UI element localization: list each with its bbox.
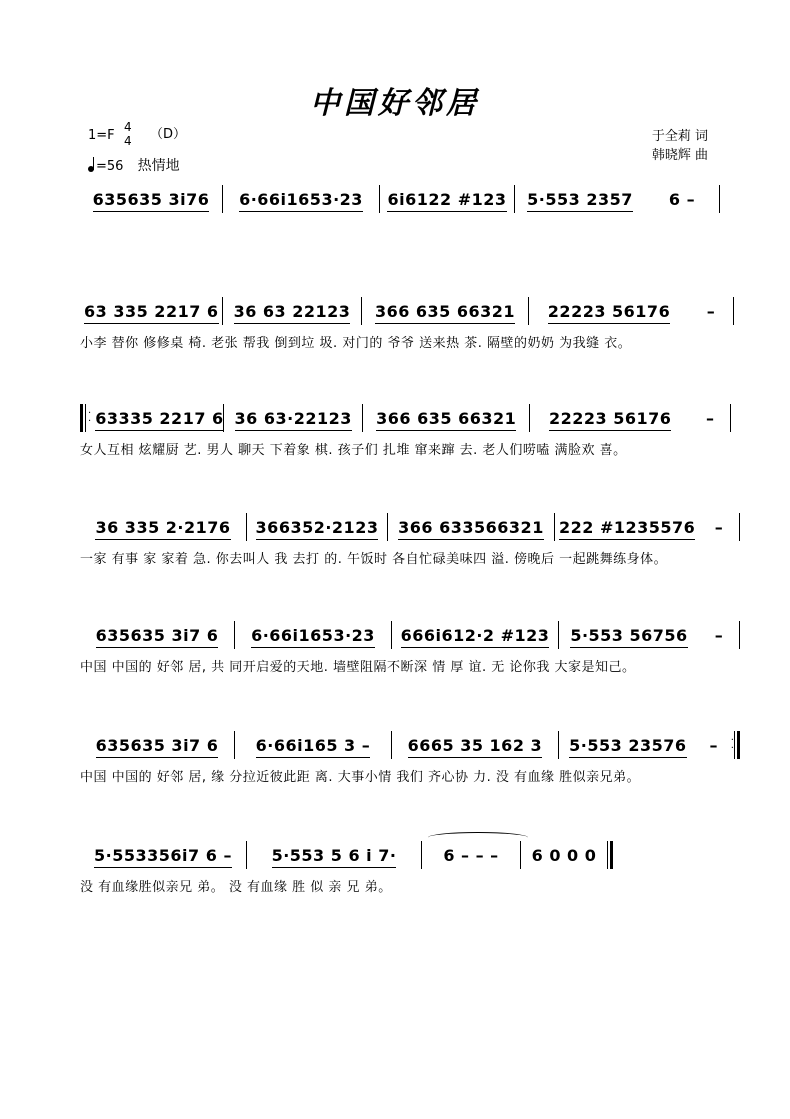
barline [719,185,720,213]
measure: 6 0 0 0 [531,845,597,865]
measure: 635635 3i76 [92,189,210,209]
measure: – [709,735,719,755]
key-signature: 1=F [88,128,115,143]
repeat-dots: · · [730,735,734,754]
measure: 366 633566321 [398,517,544,537]
measure: 22223 56176 [548,408,672,428]
lyrics-line: 女人互相 炫耀厨 艺. 男人 聊天 下着象 棋. 孩子们 扎堆 窜来蹿 去. 老人们唠嗑 满脸欢 喜。 [80,443,627,458]
measure: 222 #1235576 [559,517,696,537]
lyrics-line: 一家 有事 家 家着 急. 你去叫人 我 去打 的. 午饭时 各自忙碌美味四 溢. 傍晚后 一起跳舞练身体。 [80,552,668,567]
measure: 6·66i165 3 – [255,735,371,755]
repeat-dots: · · [88,408,92,427]
mode-label: （D） [150,127,187,142]
measure: 22223 56176 [547,301,671,321]
measure: 5·553 23576 [569,735,687,755]
repeat-thick-bar [80,404,83,432]
tempo-value: =56 [96,159,124,174]
measure: 366 635 66321 [376,408,517,428]
measure: 36 63·22123 [234,408,352,428]
measure: 6665 35 162 3 [407,735,543,755]
lyrics-line: 没 有血缘胜似亲兄 弟。 没 有血缘 胜 似 亲 兄 弟。 [80,880,392,895]
lyrics-line: 小李 替你 修修桌 椅. 老张 帮我 倒到垃 圾. 对门的 爷爷 送来热 茶. 隔壁的奶奶 为我缝 衣。 [80,336,632,351]
barline [733,297,734,325]
measure: 366 635 66321 [374,301,516,321]
lyricist: 于全莉 词 [651,129,708,144]
song-title: 中国好邻居 [310,86,480,121]
measure: 366352·2123 [255,517,379,537]
measure: 635635 3i7 6 [95,625,219,645]
composer: 韩晓辉 曲 [651,148,708,163]
final-barline [610,841,613,869]
measure: 6i6122 #123 [387,189,507,209]
measure: 63 335 2217 6 [84,301,219,321]
credits [652,127,708,165]
measure: 5·553356i7 6 – [94,845,232,865]
barline [730,404,731,432]
measure: 5·553 56756 [570,625,688,645]
measure: 635635 3i7 6 [95,735,219,755]
expression-marking: 热情地 [137,158,180,174]
barline [734,731,735,759]
measure: 6 – [668,189,696,209]
barline [607,841,608,869]
time-signature-bottom: 4 [124,134,132,148]
measure: 6·66i1653·23 [239,189,363,209]
measure: 36 63 22123 [233,301,351,321]
lyrics-line: 中国 中国的 好邻 居, 缘 分拉近彼此距 离. 大事小情 我们 齐心协 力. 没 有血缘 胜似亲兄弟。 [80,770,641,785]
measure: 6 – – – [422,840,520,870]
measure: 666i612·2 #123 [400,625,550,645]
measure: 5·553 5 6 i 7· [271,845,397,865]
measure: – [714,625,724,645]
time-signature [124,120,132,148]
measure: – [705,408,715,428]
barline [739,621,740,649]
repeat-end-thick-bar [737,731,740,759]
measure: 36 335 2·2176 [95,517,231,537]
tie-arc [428,832,528,843]
measure: 5·553 2357 [527,189,633,209]
time-signature-top: 4 [124,120,132,134]
barline [85,404,86,432]
measure: 63335 2217 6 [95,408,224,428]
measure: – [714,517,724,537]
repeat-start [80,404,91,432]
lyrics-line: 中国 中国的 好邻 居, 共 同开启爱的天地. 墙壁阻隔不断深 情 厚 谊. 无 论你我 大家是知己。 [80,660,636,675]
measure: – [706,301,716,321]
barline [739,513,740,541]
tempo-marking [88,155,180,175]
measure: 6·66i1653·23 [251,625,375,645]
quarter-note-icon [88,166,94,172]
